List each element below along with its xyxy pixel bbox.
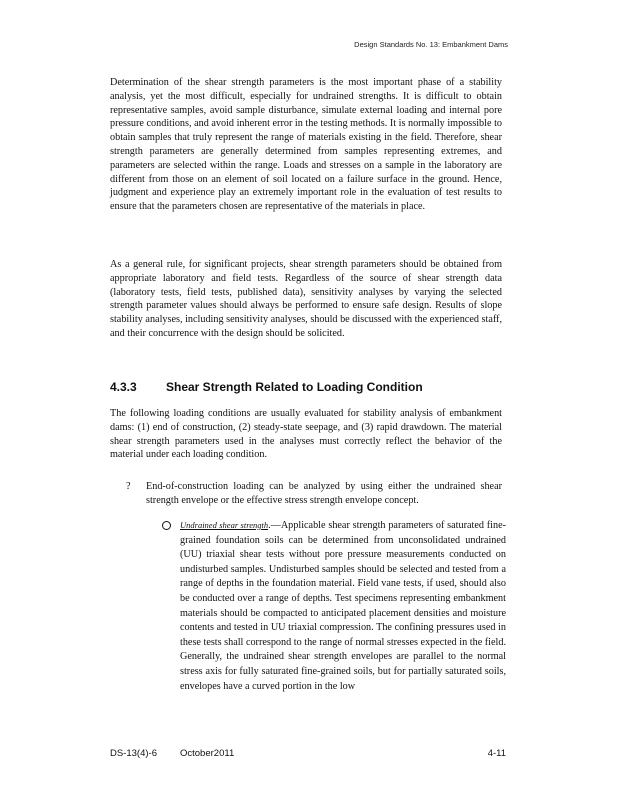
sub-bullet-content [180, 518, 506, 694]
circle-bullet-icon [162, 521, 171, 530]
paragraph-shear-strength-determination: Determination of the shear strength parameters is the most important phase of a stability analysis, yet the most difficult, especially for undrained strengths. It is difficult to obtain representative samples, avoid sample disturbance, simulate external loading and internal pore pressure conditions, and avoid inherent error in the testing methods. It is normally impossible to obtain samples that truly represent the range of materials existing in the field. Therefore, shear strength parameters are generally determined from samples representing extremes, and parameters are selected within the range. Loads and stresses on a sample in the laboratory are different from those on an element of soil located on a failure surface in the ground. Hence, judgment and experience play an extremely important role in the evaluation of test results to ensure that the parameters chosen are representative of the materials in place. [110, 77, 502, 213]
page-number: 4-11 [487, 748, 506, 759]
paragraph-general-rule: As a general rule, for significant projects, shear strength parameters should be obtained from appropriate laboratory and field tests. Regardless of the source of shear strength data (laboratory tests, field tests, published data), sensitivity analyses by varying the selected strength parameter values should always be performed to ensure safe design. Results of slope stability analyses, including sensitivity analyses, should be discussed with the experienced staff, and their concurrence with the design should be solicited. [110, 259, 502, 339]
paragraph-loading-conditions: The following loading conditions are usually evaluated for stability analysis of embankment dams: (1) end of construction, (2) steady-state seepage, and (3) rapid drawdown. The material shear strength parameters used in the analyses must correctly reflect the behavior of the material under each loading condition. [110, 408, 502, 461]
section-title: Shear Strength Related to Loading Condition [166, 380, 423, 394]
document-code: DS-13(4)-6 [110, 748, 157, 759]
undrained-shear-strength-term: Undrained shear strength [180, 520, 269, 530]
bullet-text: End-of-construction loading can be analyzed by using either the undrained shear strength envelope or the effective stress strength envelope concept. [146, 481, 502, 506]
document-date: October2011 [180, 748, 235, 759]
sub-bullet-undrained-shear-strength [162, 518, 506, 694]
bullet-marker: ? [126, 481, 131, 492]
section-number: 4.3.3 [110, 380, 137, 394]
sub-bullet-text: .—Applicable shear strength parameters of saturated fine-grained foundation soils can be determined from unconsolidated undrained (UU) triaxial shear tests without pore pressure measurements conducted on undisturbed samples. Undisturbed samples should be selected and tested from a range of depths in the foundation material. Field vane tests, if used, should also be conducted over a range of depths. Test specimens representing embankment materials should be compacted to anticipated placement densities and moisture contents and tested in UU triaxial compression. The confining pressures used in these tests shall correspond to the range of normal stresses expected in the field. Generally, the undrained shear strength envelopes are parallel to the normal stress axis for fully saturated fine-grained soils, but for partially saturated soils, envelopes have a curved portion in the low [180, 520, 507, 692]
page-footer [110, 748, 506, 762]
bullet-end-of-construction [126, 480, 502, 508]
section-heading [110, 380, 423, 394]
running-header: Design Standards No. 13: Embankment Dams [354, 40, 508, 49]
